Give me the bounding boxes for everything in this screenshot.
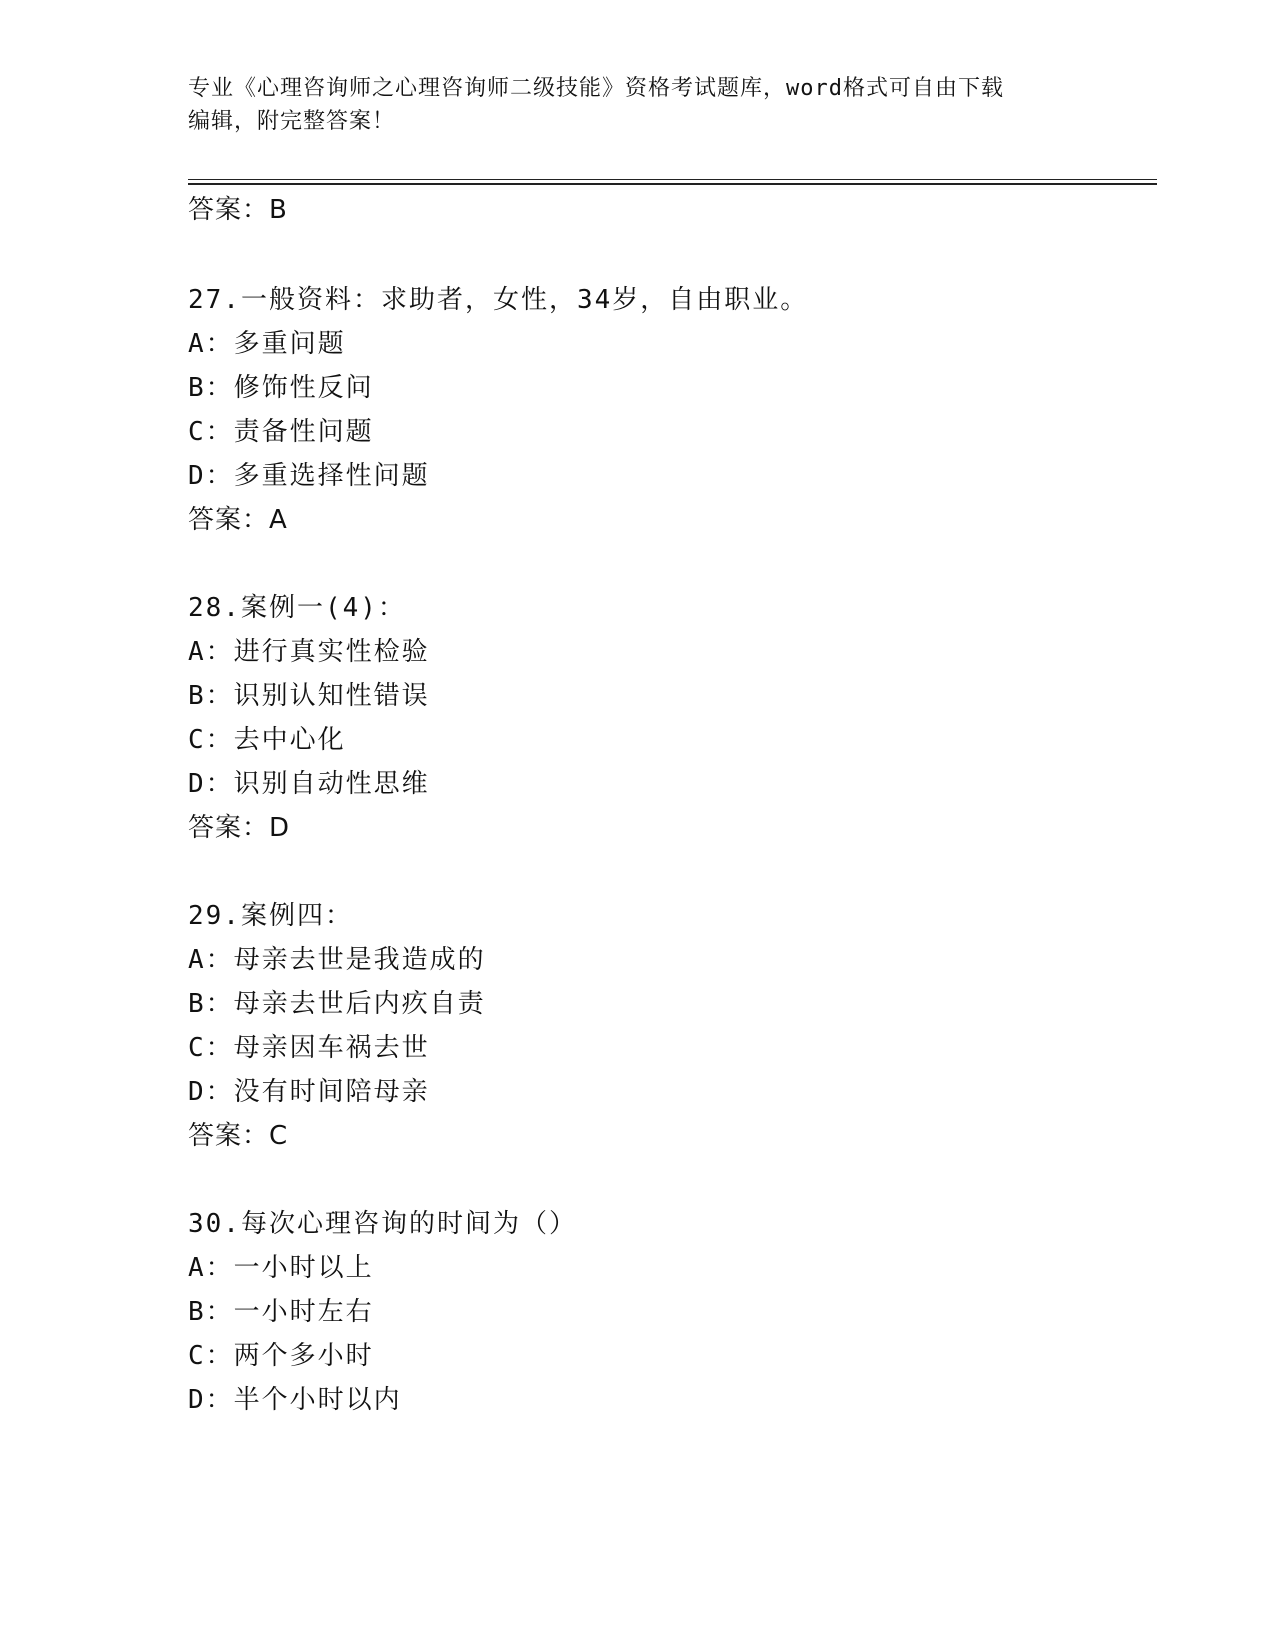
question-stem: 29.案例四： [188, 901, 353, 931]
option-a: A：一小时以上 [188, 1253, 374, 1283]
header-divider-thin [188, 179, 1157, 180]
header-line-1: 专业《心理咨询师之心理咨询师二级技能》资格考试题库，word格式可自由下载 [188, 76, 1004, 101]
option-b: B：母亲去世后内疚自责 [188, 989, 486, 1019]
option-b: B：识别认知性错误 [188, 681, 430, 711]
option-b: B：修饰性反问 [188, 373, 374, 403]
option-d: D：多重选择性问题 [188, 461, 430, 491]
option-a: A：进行真实性检验 [188, 637, 430, 667]
answer-line: 答案：C [188, 1121, 289, 1151]
option-c: C：责备性问题 [188, 417, 374, 447]
option-d: D：识别自动性思维 [188, 769, 430, 799]
option-a: A：多重问题 [188, 329, 346, 359]
question-stem: 30.每次心理咨询的时间为（） [188, 1209, 577, 1239]
header-divider-thick [188, 183, 1157, 185]
question-stem: 28.案例一(4)： [188, 593, 406, 623]
option-b: B：一小时左右 [188, 1297, 374, 1327]
answer-line: 答案：D [188, 813, 291, 843]
option-c: C：两个多小时 [188, 1341, 374, 1371]
option-d: D：没有时间陪母亲 [188, 1077, 430, 1107]
answer-line: 答案：A [188, 505, 288, 535]
document-header [188, 72, 1088, 138]
answer-line: 答案：B [188, 195, 288, 225]
question-stem: 27.一般资料：求助者，女性，34岁，自由职业。 [188, 285, 809, 315]
option-c: C：去中心化 [188, 725, 346, 755]
option-d: D：半个小时以内 [188, 1385, 402, 1415]
header-line-2: 编辑，附完整答案！ [188, 109, 396, 134]
option-c: C：母亲因车祸去世 [188, 1033, 430, 1063]
option-a: A：母亲去世是我造成的 [188, 945, 486, 975]
